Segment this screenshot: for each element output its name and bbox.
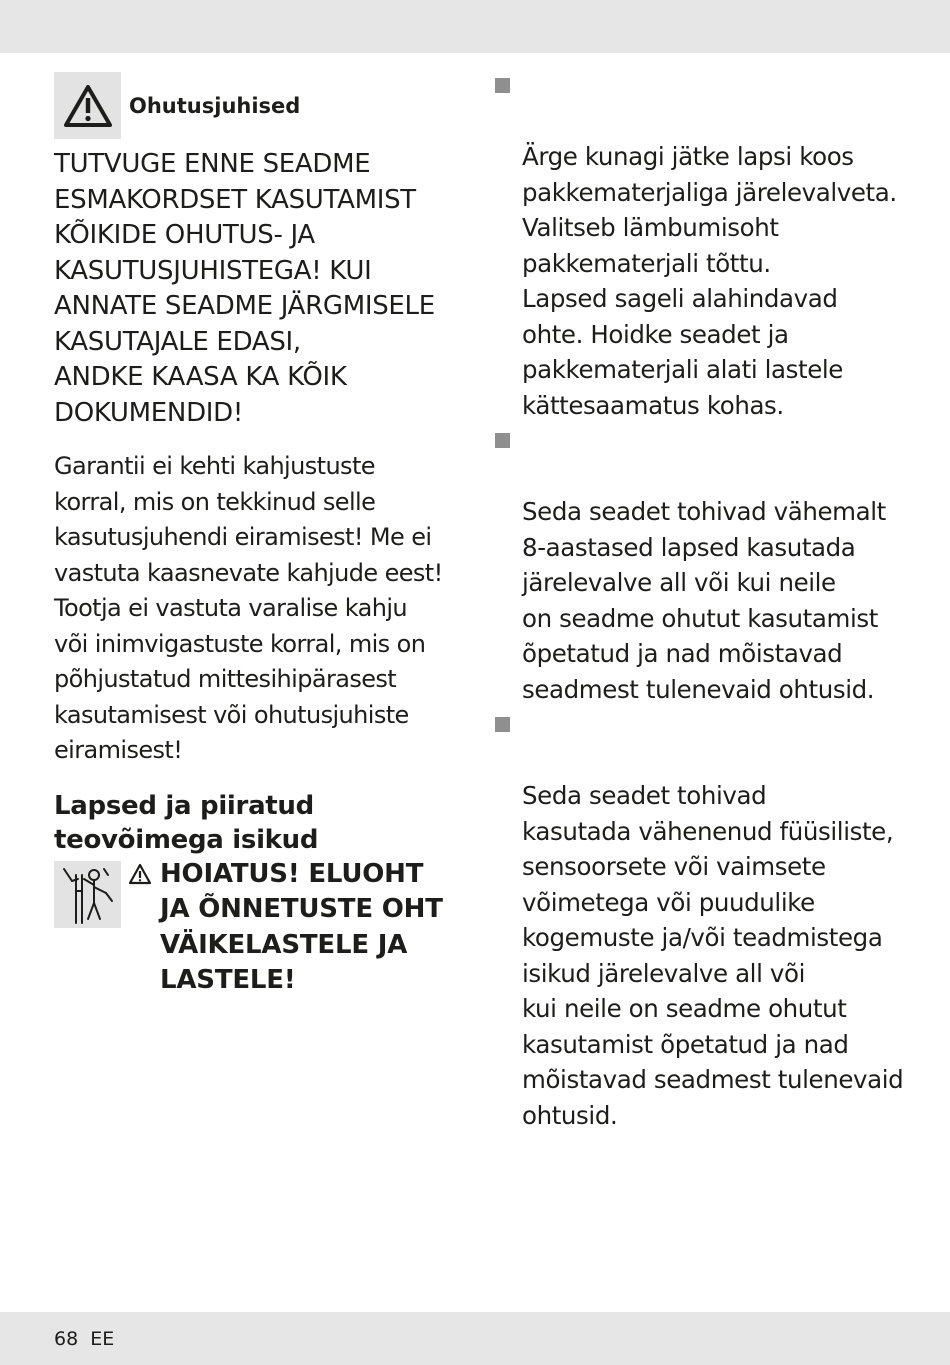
section-title: Ohutusjuhised bbox=[129, 93, 301, 118]
page-footer bbox=[54, 1328, 114, 1350]
child-warning-row bbox=[54, 857, 464, 997]
children-heading: Lapsed ja piiratud teovõimega isikud bbox=[54, 790, 319, 855]
right-column bbox=[494, 68, 914, 1133]
page-number: 68 bbox=[54, 1328, 79, 1350]
safety-section-header bbox=[54, 72, 464, 139]
bullet-square-icon bbox=[495, 433, 510, 448]
left-column bbox=[54, 72, 464, 997]
language-code: EE bbox=[90, 1328, 115, 1350]
bullet-square-icon bbox=[495, 717, 510, 732]
bullet-square-icon bbox=[495, 78, 510, 93]
warning-triangle-icon bbox=[54, 72, 121, 139]
warranty-paragraph: Garantii ei kehti kahjustuste korral, mis on tekkinud selle kasutusjuhendi eiramisest! Me ei vastuta kaasnevate kahjude eest! Tootja ei vastuta varalise kahju või inimvigastuste korral, mis on põhjustatud mittesihipärasest kasutamisest või ohutusjuhiste eiramisest! bbox=[54, 452, 443, 764]
bullet-text: Seda seadet tohivad kasutada vähenenud füüsiliste, sensoorsete või vaimsete võimetega või puudulike kogemuste ja/või teadmistega isikud järelevalve all või kui neile on seadme ohutut kasutamist õpetatud ja nad mõistavad seadmest tulenevaid ohtusid. bbox=[522, 781, 904, 1130]
child-safety-icon bbox=[54, 861, 121, 928]
list-item bbox=[494, 707, 914, 1133]
list-item bbox=[494, 68, 914, 423]
bottom-bar bbox=[0, 1312, 950, 1365]
child-danger-warning: HOIATUS! ELUOHT JA ÕNNETUSTE OHT VÄIKELASTELE JA LASTELE! bbox=[160, 858, 443, 995]
top-bar bbox=[0, 0, 950, 53]
list-item bbox=[494, 423, 914, 707]
small-warning-icon bbox=[128, 863, 152, 889]
bullet-text: Ärge kunagi jätke lapsi koos pakkematerjaliga järelevalveta. Valitseb lämbumisoht pakkematerjali tõttu. Lapsed sageli alahindavad ohte. Hoidke seadet ja pakkematerjali alati lastele kättesaamatus kohas. bbox=[522, 142, 897, 420]
safety-caps-notice: TUTVUGE ENNE SEADME ESMAKORDSET KASUTAMIST KÕIKIDE OHUTUS- JA KASUTUSJUHISTEGA! KUI ANNATE SEADME JÄRGMISELE KASUTAJALE EDASI, ANDKE KAASA KA KÕIK DOKUMENDID! bbox=[54, 149, 435, 428]
bullet-text: Seda seadet tohivad vähemalt 8-aastased lapsed kasutada järelevalve all või kui neile on seadme ohutut kasutamist õpetatud ja nad mõistavad seadmest tulenevaid ohtusid. bbox=[522, 497, 886, 704]
